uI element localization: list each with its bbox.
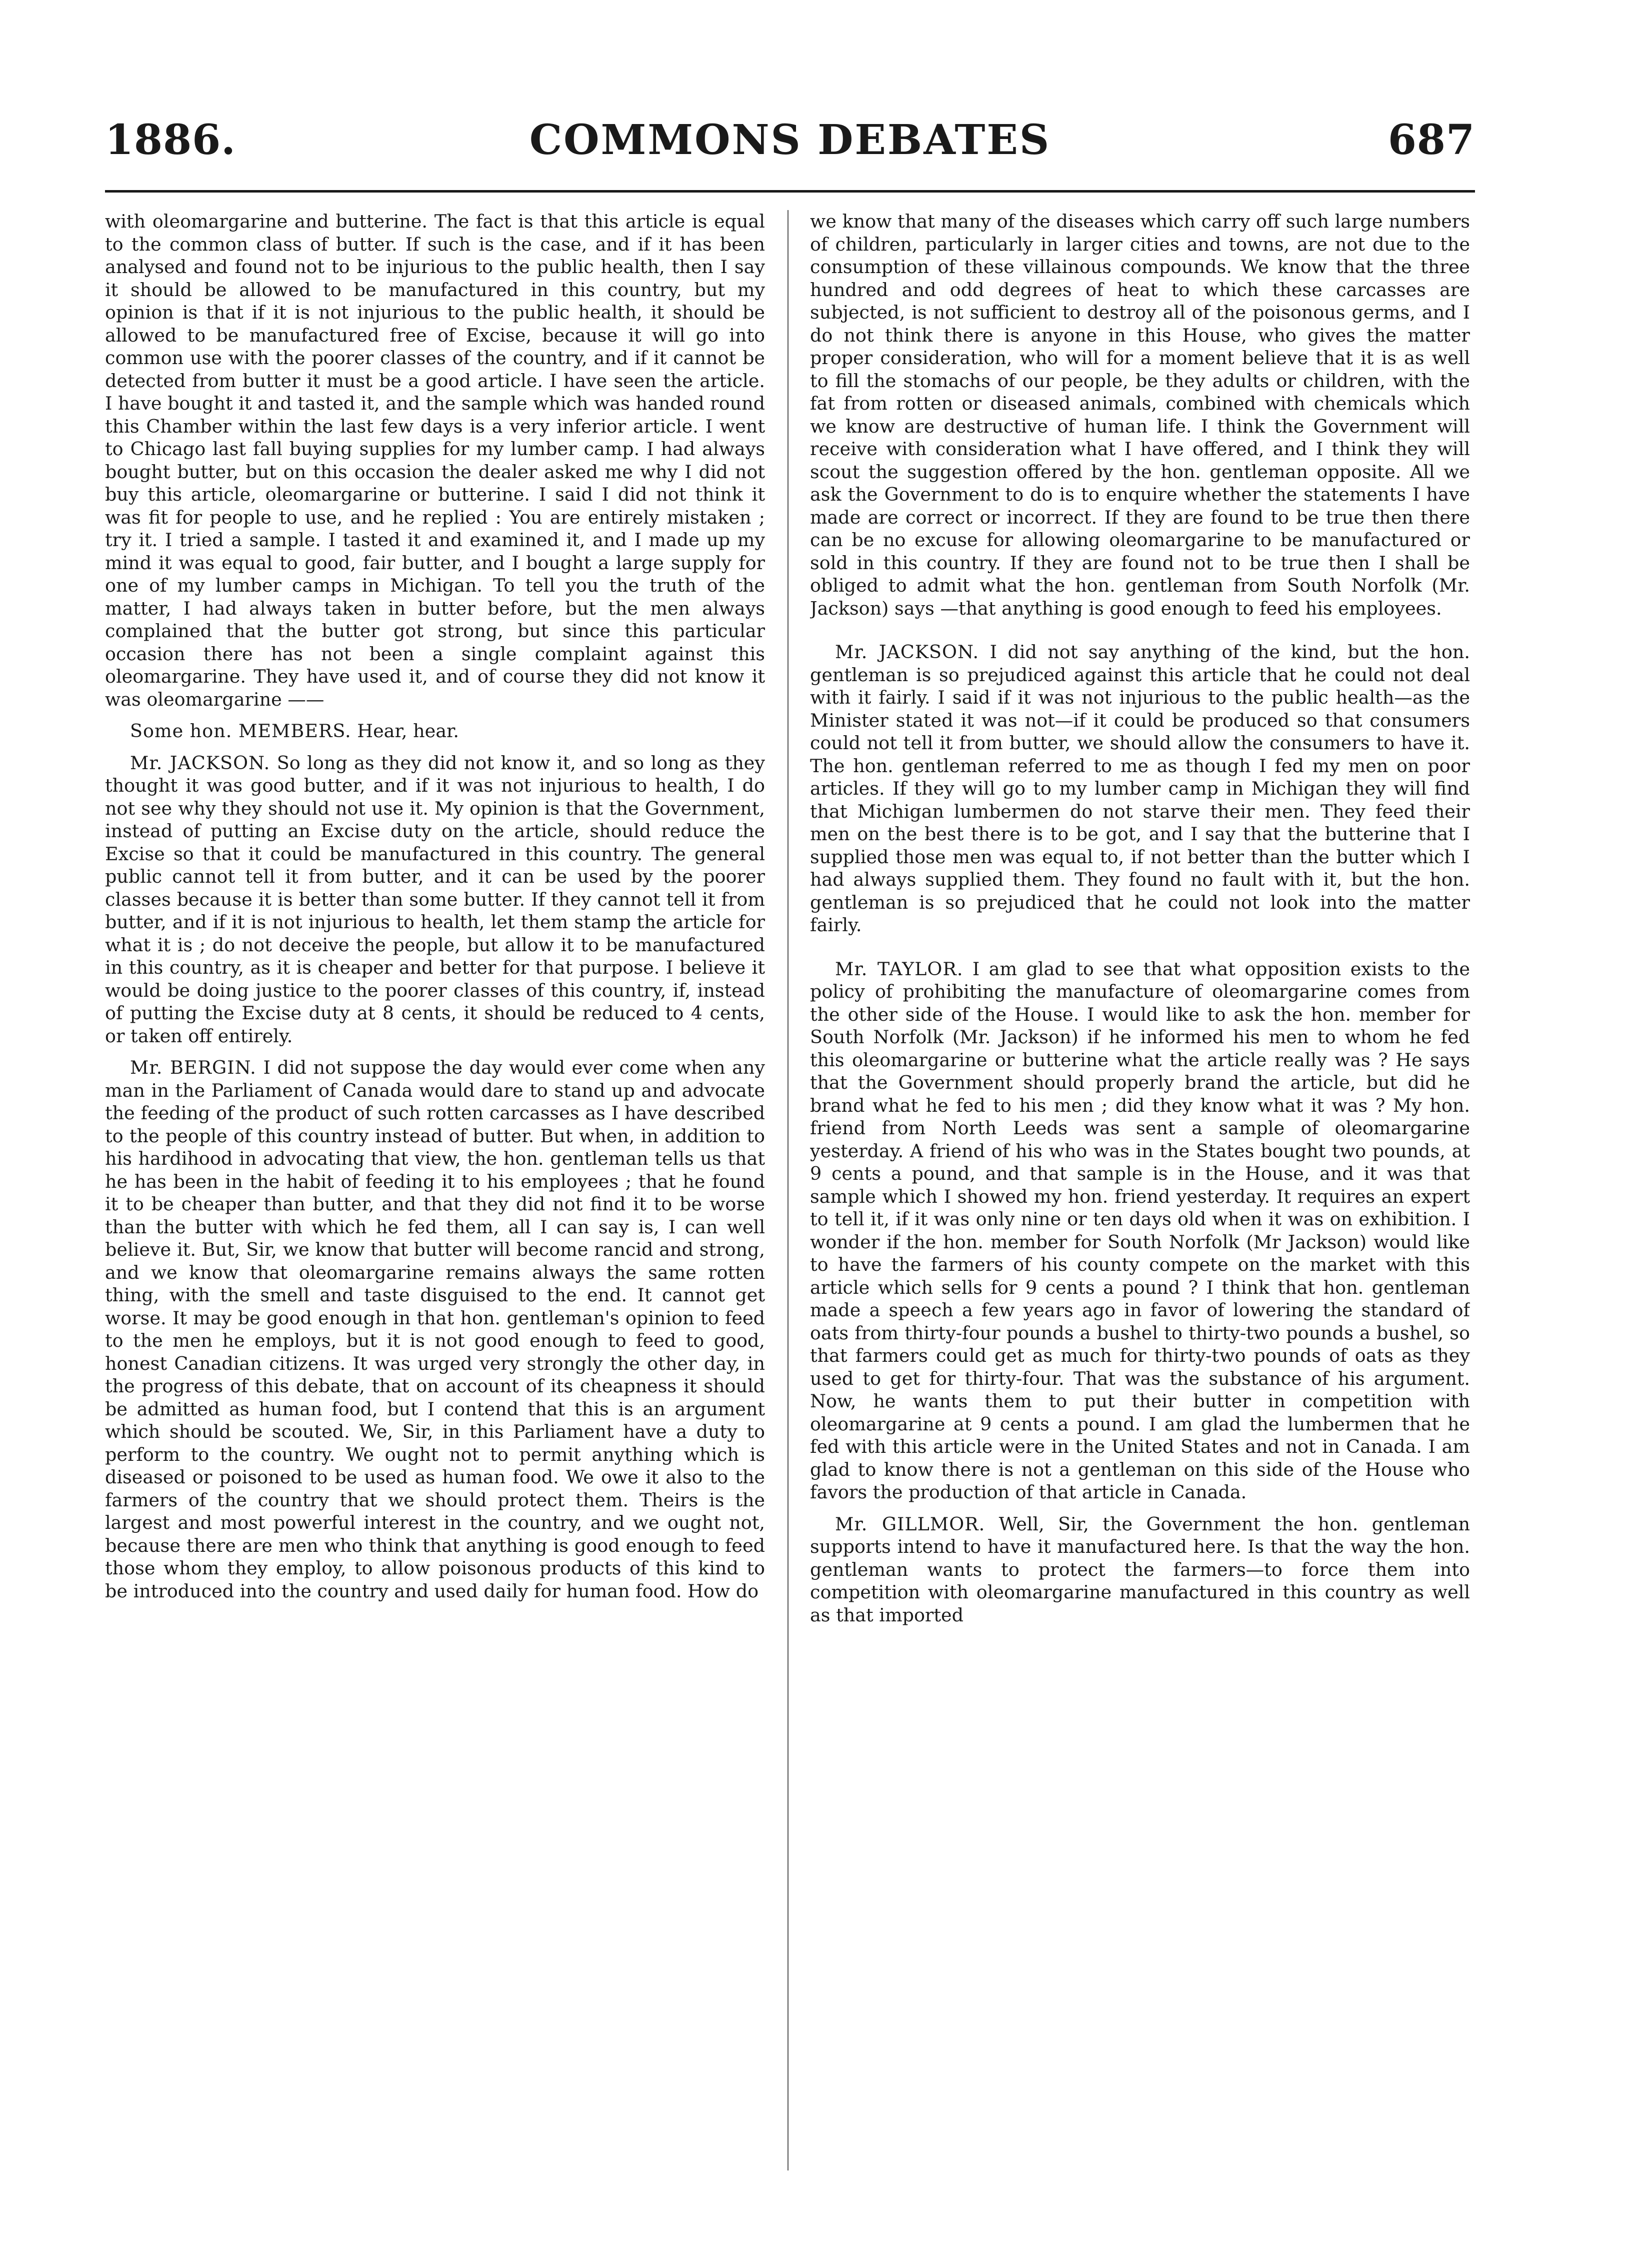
paragraph-text: I did not say anything of the kind, but the hon. gentleman is so prejudiced against this article that he could not deal with it fairly. I said if it was not injurious to the public health—as the Minister stated it was not—if it could be produced so that consumers could not tell it from butter, we should allow the consumers to have it. The hon. gentleman referred to me as though I fed my men on poor articles. If they will go to my lumber camp in Michigan they will find that Michigan lumbermen do not starve their men. They feed their men on the best there is to be got, and I say that the butterine that I supplied those men was equal to, if not better than the butter which I had always supplied them. They found no fault with it, but the hon. gentleman is so prejudiced that he could not look into the matter fairly. [810, 641, 1470, 936]
speaker-name: Mr. GILLMOR. [835, 1513, 986, 1535]
speaker-name: Mr. BERGIN. [130, 1057, 256, 1078]
right-column [810, 210, 1470, 2155]
page-header [105, 115, 1475, 200]
paragraph-text: I am glad to see that what opposition exists to the policy of prohibiting the manufacture of oleomargarine comes from the other side of the House. I would like to ask the hon. member for South Norfolk (Mr. Jackson) if he informed his men to whom he fed this oleomargarine or butterine what the article really was ? He says that the Government should properly brand the article, but did he brand what he fed to his men ; did they know what it was ? My hon. friend from North Leeds was sent a sample of oleomargarine yesterday. A friend of his who was in the States bought two pounds, at 9 cents a pound, and that sample is in the House, and it was that sample which I showed my hon. friend yesterday. It requires an expert to tell it, if it was only nine or ten days old when it was on exhibition. I wonder if the hon. member for South Norfolk (Mr Jackson) would like to have the farmers of his county compete on the market with this article which sells for 9 cents a pound ? I think that hon. gentleman made a speech a few years ago in favor of lowering the standard of oats from thirty-four pounds a bushel to thirty-two pounds a bushel, so that farmers could get as much for thirty-two pounds of oats as they used to get for thirty-four. That was the substance of his argument. Now, he wants them to put their butter in competition with oleomargarine at 9 cents a pound. I am glad the lumbermen that he fed with this article were in the United States and not in Canada. I am glad to know there is not a gentleman on this side of the House who favors the production of that article in Canada. [810, 958, 1470, 1503]
paragraph [810, 641, 1470, 937]
paragraph [810, 210, 1470, 620]
paragraph [105, 210, 765, 711]
left-column [105, 210, 765, 2155]
header-year: 1886. [105, 116, 236, 164]
header-title: COMMONS DEBATES [529, 116, 1051, 164]
paragraph-text: we know that many of the diseases which carry off such large numbers of children, particularly in larger cities and towns, are not due to the consumption of these villainous compounds. We know that the three hundred and odd degrees of heat to which these carcasses are subjected, is not sufficient to destroy all of the poisonous germs, and I do not think there is anyone in this House, who gives the matter proper consideration, who will for a moment believe that it is as well to fill the stomachs of our people, be they adults or children, with the fat from rotten or diseased animals, combined with chemicals which we know are destructive of human life. I think the Government will receive with consideration what I have offered, and I think they will scout the suggestion offered by the hon. gentleman opposite. All we ask the Government to do is to enquire whether the statements I have made are correct or incorrect. If they are found to be true then there can be no excuse for allowing oleomargarine to be manufactured or sold in this country. If they are found not to be true then I shall be obliged to admit what the hon. gentleman from South Norfolk (Mr. Jackson) says —that anything is good enough to feed his employees. [810, 211, 1470, 619]
paragraph-text: I did not suppose the day would ever come when any man in the Parliament of Canada would dare to stand up and advocate the feeding of the product of such rotten carcasses as I have described to the people of this country instead of butter. But when, in addition to his hardihood in advocating that view, the hon. gentleman tells us that he has been in the habit of feeding it to his employees ; that he found it to be cheaper than butter, and that they did not find it to be worse than the butter with which he fed them, all I can say is, I can well believe it. But, Sir, we know that butter will become rancid and strong, and we know that oleomargarine remains always the same rotten thing, with the smell and taste disguised to the end. It cannot get worse. It may be good enough in that hon. gentleman's opinion to feed to the men he employs, but it is not good enough to feed to good, honest Canadian citizens. It was urged very strongly the other day, in the progress of this debate, that on account of its cheapness it should be admitted as human food, but I contend that this is an argument which should be scouted. We, Sir, in this Parliament have a duty to perform to the country. We ought not to permit anything which is diseased or poisoned to be used as human food. We owe it also to the farmers of the country that we should protect them. Theirs is the largest and most powerful interest in the country, and we ought not, because there are men who think that anything is good enough to feed those whom they employ, to allow poisonous products of this kind to be introduced into the country and used daily for human food. How do [105, 1057, 765, 1602]
speaker-name: Mr. JACKSON. [130, 752, 270, 774]
paragraph [810, 1513, 1470, 1627]
paragraph [105, 1056, 765, 1602]
paragraph-text: with oleomargarine and butterine. The fact is that this article is equal to the common class of butter. If such is the case, and if it has been analysed and found not to be injurious to the public health, then I say it should be allowed to be manufactured in this country, but my opinion is that if it is not injurious to the public health, it should be allowed to be manufactured free of Excise, because it will go into common use with the poorer classes of the country, and if it cannot be detected from butter it must be a good article. I have seen the article. I have bought it and tasted it, and the sample which was handed round this Chamber within the last few days is a very inferior article. I went to Chicago last fall buying supplies for my lumber camp. I had always bought butter, but on this occasion the dealer asked me why I did not buy this article, oleomargarine or butterine. I said I did not think it was fit for people to use, and he replied : You are entirely mistaken ; try it. I tried a sample. I tasted it and examined it, and I made up my mind it was equal to good, fair butter, and I bought a large supply for one of my lumber camps in Michigan. To tell you the truth of the matter, I had always taken in butter before, but the men always complained that the butter got strong, but since this particular occasion there has not been a single complaint against this oleomargarine. They have used it, and of course they did not know it was oleomargarine —— [105, 211, 765, 710]
paragraph-text: Hear, hear. [357, 720, 459, 742]
page [105, 115, 1475, 2155]
speaker-name: Mr. JACKSON. [835, 641, 980, 663]
paragraph-text: Well, Sir, the Government the hon. gentleman supports intend to have it manufactured here. Is that the way the hon. gentleman wants to protect the farmers—to force them into competition with oleomargarine manufactured in this country as well as that imported [810, 1513, 1470, 1626]
paragraph-text: So long as they did not know it, and so long as they thought it was good butter, and if it was not injurious to health, I do not see why they should not use it. My opinion is that the Government, instead of putting an Excise duty on the article, should reduce the Excise so that it could be manufactured in this country. The general public cannot tell it from butter, and it can be used by the poorer classes because it is better than some butter. If they cannot tell it from butter, and if it is not injurious to health, let them stamp the article for what it is ; do not deceive the people, but allow it to be manufactured in this country, as it is cheaper and better for that purpose. I believe it would be doing justice to the poorer classes of this country, if, instead of putting the Excise duty at 8 cents, it should be reduced to 4 cents, or taken off entirely. [105, 752, 765, 1047]
speaker-name: Some hon. MEMBERS. [130, 720, 352, 742]
paragraph [810, 958, 1470, 1504]
speaker-name: Mr. TAYLOR. [835, 958, 964, 980]
header-rule [105, 190, 1475, 193]
text-columns [105, 210, 1475, 2155]
paragraph [105, 720, 765, 743]
paragraph [105, 752, 765, 1048]
header-page-number: 687 [1388, 116, 1475, 164]
